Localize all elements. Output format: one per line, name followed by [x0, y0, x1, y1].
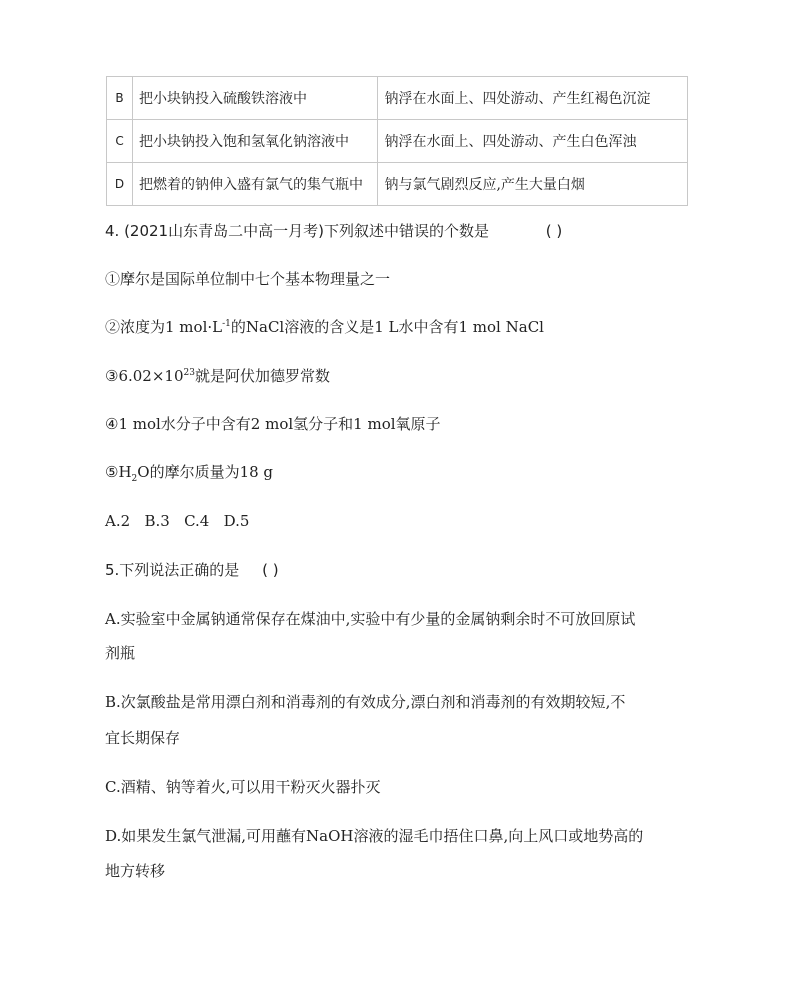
table-row	[107, 77, 688, 120]
q4-options: A.2 B.3 C.4 D.5	[105, 512, 250, 530]
q5-option-d-line1: D.如果发生氯气泄漏,可用蘸有NaOH溶液的湿毛巾捂住口鼻,向上风口或地势高的	[105, 827, 644, 845]
table-row	[107, 120, 688, 163]
operation-cell: 把燃着的钠伸入盛有氯气的集气瓶中	[133, 163, 378, 206]
question-5-text: 5.下列说法正确的是	[105, 561, 240, 579]
q4-item-1: ①摩尔是国际单位制中七个基本物理量之一	[105, 270, 391, 288]
phenomenon-cell: 钠浮在水面上、四处游动、产生白色浑浊	[378, 120, 688, 163]
q4-item-3-post: 就是阿伏加德罗常数	[194, 367, 330, 385]
phenomenon-cell: 钠浮在水面上、四处游动、产生红褐色沉淀	[378, 77, 688, 120]
q5-option-b-line1: B.次氯酸盐是常用漂白剂和消毒剂的有效成分,漂白剂和消毒剂的有效期较短,不	[105, 693, 626, 711]
q5-option-a-line1: A.实验室中金属钠通常保存在煤油中,实验中有少量的金属钠剩余时不可放回原试	[105, 610, 636, 628]
row-label: B	[107, 77, 133, 120]
q4-item-2-sup: -1	[222, 319, 231, 329]
q4-item-3	[105, 367, 330, 385]
q5-option-c: C.酒精、钠等着火,可以用干粉灭火器扑灭	[105, 778, 381, 796]
q4-item-5-sub: 2	[131, 474, 138, 484]
question-4-text: 4. (2021山东青岛二中高一月考)下列叙述中错误的个数是	[105, 222, 489, 240]
q4-item-3-sup: 23	[183, 368, 195, 378]
row-label: D	[107, 163, 133, 206]
q4-item-5-pre: ⑤H	[105, 463, 132, 481]
q5-option-b-line2: 宜长期保存	[105, 729, 181, 747]
q4-item-5-post: O的摩尔质量为18 g	[137, 463, 274, 481]
row-label: C	[107, 120, 133, 163]
question-4-stem	[105, 222, 562, 240]
q4-item-2	[105, 318, 544, 336]
q4-item-2-post: 的NaCl溶液的含义是1 L水中含有1 mol NaCl	[230, 318, 544, 336]
q4-item-3-pre: ③6.02×10	[105, 367, 184, 385]
answer-blank: ( )	[545, 222, 563, 240]
q5-option-d-line2: 地方转移	[105, 862, 166, 880]
q4-item-4: ④1 mol水分子中含有2 mol氢分子和1 mol氧原子	[105, 415, 441, 433]
experiment-table	[106, 76, 688, 206]
question-5-stem	[105, 561, 279, 579]
operation-cell: 把小块钠投入硫酸铁溶液中	[133, 77, 378, 120]
q5-option-a-line2: 剂瓶	[105, 644, 136, 662]
answer-blank: ( )	[262, 561, 279, 579]
q4-item-5	[105, 463, 274, 484]
q4-item-2-pre: ②浓度为1 mol·L	[105, 318, 223, 336]
table-row	[107, 163, 688, 206]
operation-cell: 把小块钠投入饱和氢氧化钠溶液中	[133, 120, 378, 163]
phenomenon-cell: 钠与氯气剧烈反应,产生大量白烟	[378, 163, 688, 206]
